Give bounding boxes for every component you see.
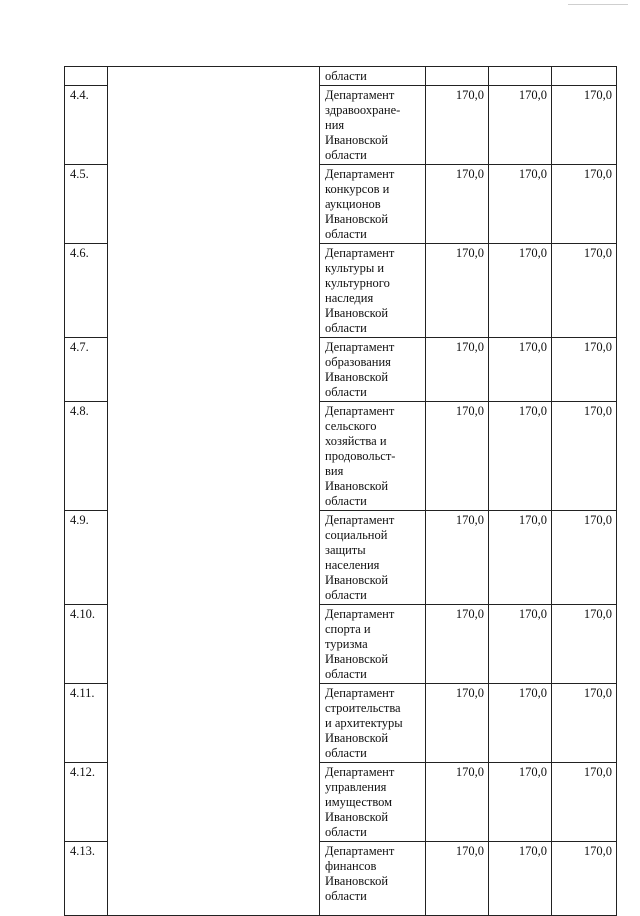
department-name: области (320, 67, 426, 86)
department-name: Департамент спорта и туризма Ивановской области (320, 605, 426, 684)
department-name: Департамент образования Ивановской области (320, 338, 426, 402)
value-year-2: 170,0 (489, 86, 552, 165)
value-year-2: 170,0 (489, 165, 552, 244)
department-name: Департамент здравоохране- ния Ивановской области (320, 86, 426, 165)
row-number: 4.5. (65, 165, 108, 244)
value-year-2: 170,0 (489, 763, 552, 842)
value-year-3 (552, 67, 617, 86)
value-year-1: 170,0 (426, 402, 489, 511)
row-number: 4.10. (65, 605, 108, 684)
value-year-2: 170,0 (489, 338, 552, 402)
value-year-3: 170,0 (552, 684, 617, 763)
row-number: 4.4. (65, 86, 108, 165)
value-year-1: 170,0 (426, 763, 489, 842)
value-year-3: 170,0 (552, 511, 617, 605)
budget-table (64, 66, 617, 916)
value-year-2: 170,0 (489, 684, 552, 763)
value-year-1: 170,0 (426, 684, 489, 763)
department-name: Департамент строительства и архитектуры Ивановской области (320, 684, 426, 763)
value-year-3: 170,0 (552, 402, 617, 511)
value-year-3: 170,0 (552, 763, 617, 842)
row-number (65, 67, 108, 86)
row-number: 4.13. (65, 842, 108, 916)
budget-table-body (65, 67, 617, 916)
value-year-1: 170,0 (426, 165, 489, 244)
value-year-3: 170,0 (552, 338, 617, 402)
row-number: 4.9. (65, 511, 108, 605)
value-year-2: 170,0 (489, 842, 552, 916)
row-number: 4.12. (65, 763, 108, 842)
department-name: Департамент финансов Ивановской области (320, 842, 426, 916)
department-name: Департамент конкурсов и аукционов Ивановской области (320, 165, 426, 244)
value-year-1: 170,0 (426, 338, 489, 402)
value-year-1: 170,0 (426, 244, 489, 338)
department-name: Департамент управления имуществом Ивановской области (320, 763, 426, 842)
value-year-2: 170,0 (489, 511, 552, 605)
program-name-cell (108, 67, 320, 916)
row-number: 4.8. (65, 402, 108, 511)
value-year-3: 170,0 (552, 842, 617, 916)
department-name: Департамент культуры и культурного наследия Ивановской области (320, 244, 426, 338)
value-year-1: 170,0 (426, 605, 489, 684)
value-year-2 (489, 67, 552, 86)
value-year-1: 170,0 (426, 842, 489, 916)
row-number: 4.11. (65, 684, 108, 763)
table-row (65, 67, 617, 86)
value-year-3: 170,0 (552, 244, 617, 338)
scan-artifact (568, 4, 628, 5)
department-name: Департамент социальной защиты населения Ивановской области (320, 511, 426, 605)
value-year-2: 170,0 (489, 244, 552, 338)
department-name: Департамент сельского хозяйства и продовольст- вия Ивановской области (320, 402, 426, 511)
value-year-2: 170,0 (489, 605, 552, 684)
value-year-1 (426, 67, 489, 86)
value-year-1: 170,0 (426, 86, 489, 165)
value-year-2: 170,0 (489, 402, 552, 511)
value-year-3: 170,0 (552, 86, 617, 165)
value-year-1: 170,0 (426, 511, 489, 605)
row-number: 4.7. (65, 338, 108, 402)
row-number: 4.6. (65, 244, 108, 338)
value-year-3: 170,0 (552, 165, 617, 244)
value-year-3: 170,0 (552, 605, 617, 684)
